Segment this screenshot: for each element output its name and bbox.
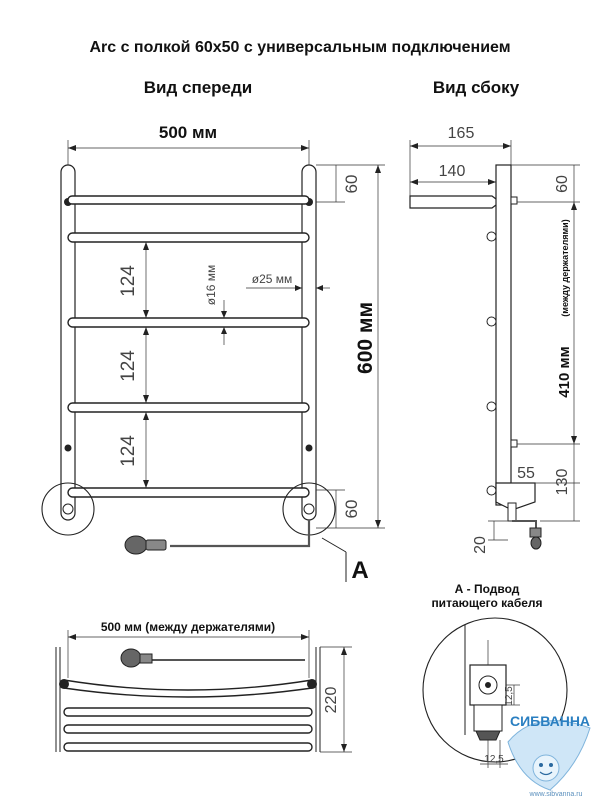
detail-callout-a: A: [351, 557, 369, 584]
sibvanna-logo: [508, 713, 590, 798]
spacing-dimension-2: 124: [118, 350, 139, 382]
logo-text: СИБВАННА: [509, 713, 591, 729]
crossbar-1: [68, 196, 309, 204]
front-view-label: Вид спереди: [143, 78, 253, 97]
drawing-title: Arc с полкой 60х50 с универсальным подключением: [89, 39, 511, 56]
top-view: [56, 620, 352, 752]
side-dim-20: 20: [472, 536, 489, 554]
top-width-dimension: 500 мм (между держателями): [100, 620, 276, 634]
side-depth-shelf: 140: [438, 163, 466, 180]
side-shelf: [410, 196, 500, 208]
side-depth-total: 165: [447, 125, 475, 142]
left-rail: [61, 165, 75, 520]
spacing-dimension-1: 124: [118, 265, 139, 297]
side-view-label: Вид сбоку: [432, 78, 520, 97]
side-plug-icon: [531, 537, 541, 549]
crossbar-2: [68, 233, 309, 242]
detail-title-line2: питающего кабеля: [431, 596, 543, 610]
crossbar-4: [68, 403, 309, 412]
front-top-offset: 60: [342, 174, 361, 194]
rail-diameter-label: ø25 мм: [251, 272, 293, 286]
front-view: [42, 123, 385, 584]
detail-dim-b: 12,5: [484, 754, 504, 765]
crossbar-3: [68, 318, 309, 327]
logo-url: www.sibvanna.ru: [529, 791, 583, 798]
side-holder-distance: 410 мм: [556, 346, 573, 398]
top-depth-dimension: 220: [323, 686, 340, 714]
top-plug-icon: [121, 649, 141, 667]
detail-dim-a: 12,5: [504, 686, 515, 706]
bar-diameter-label: ø16 мм: [204, 264, 218, 306]
side-dim-55: 55: [517, 465, 535, 482]
crossbar-5: [68, 488, 309, 497]
detail-title-line1: А - Подвод: [454, 582, 520, 596]
side-post: [496, 165, 511, 505]
spacing-dimension-3: 124: [118, 435, 139, 467]
side-top-offset: 60: [554, 175, 571, 193]
side-view: [410, 125, 580, 554]
side-dim-130: 130: [554, 468, 571, 496]
front-height-dimension: 600 мм: [354, 302, 377, 374]
plug-icon: [125, 536, 147, 554]
holder-bottom-right: [306, 445, 313, 452]
front-bottom-offset: 60: [342, 499, 361, 519]
right-rail: [302, 165, 316, 520]
front-width-dimension: 500 мм: [158, 123, 218, 142]
side-holder-distance-note: (между держателями): [560, 219, 570, 317]
holder-bottom-left: [65, 445, 72, 452]
